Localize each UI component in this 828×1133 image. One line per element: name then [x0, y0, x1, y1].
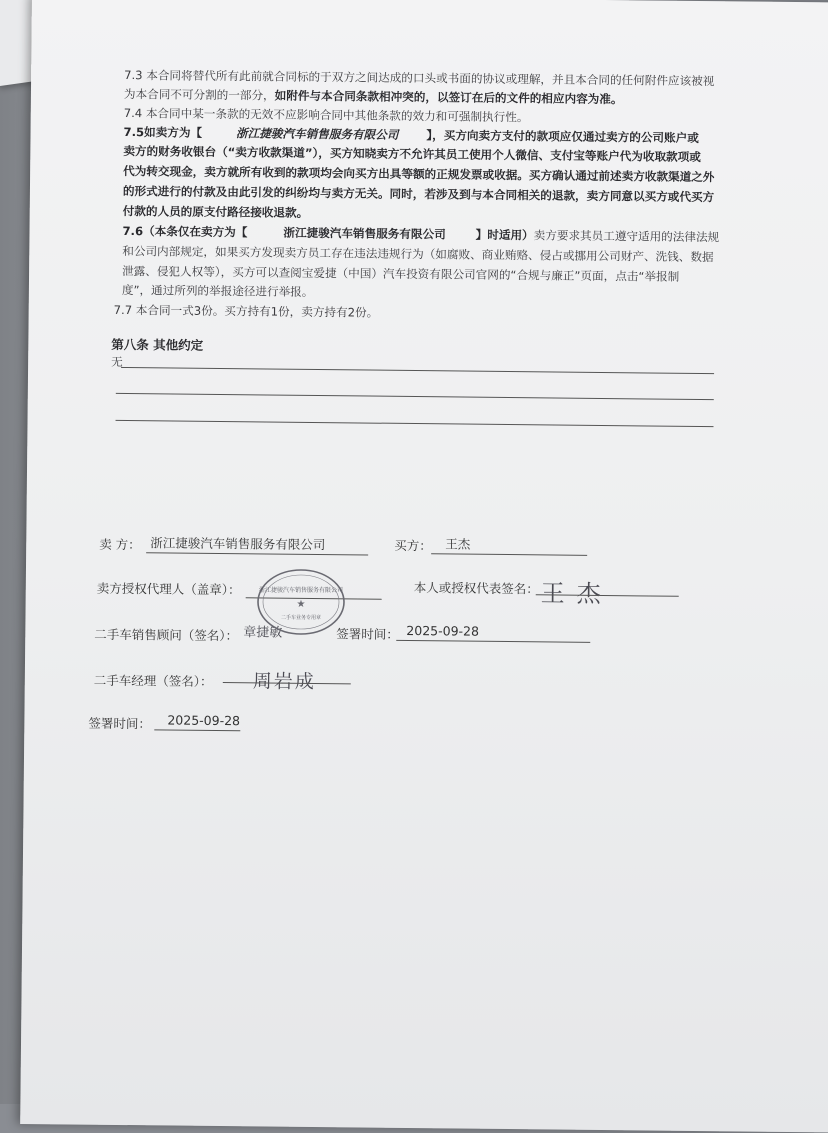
clause-7-7: 7.7 本合同一式3份。买方持有1份，卖方持有2份。 — [113, 302, 379, 320]
seal-star-icon: ★ — [296, 599, 306, 610]
clause-7-6-applies: 】时适用） — [475, 227, 534, 243]
clause-7-5-line2: 卖方的财务收银台（“卖方收款渠道”），买方知晓卖方不允许其员工使用个人微信、支付宝等账户代为收取款项或 — [123, 143, 701, 165]
sign-time-underline — [396, 640, 590, 643]
sign-time-value: 2025-09-28 — [406, 622, 480, 639]
seller-agent-label: 卖方授权代理人（盖章）： — [96, 580, 241, 598]
clause-7-5-line4: 的形式进行的付款及由此引发的纠纷均与卖方无关。同时，若涉及到与本合同相关的退款，卖方同意以买方或代买方 — [122, 183, 715, 205]
article-8-title: 第八条 其他约定 — [111, 336, 204, 353]
advisor-label: 二手车销售顾问（签名）： — [94, 626, 239, 644]
sign-time2-label: 签署时间： — [88, 715, 151, 732]
advisor-signature: 章捷敏 — [243, 625, 283, 641]
seller-underline — [146, 552, 368, 555]
company-seal-stamp — [255, 567, 347, 637]
sign-time2-value: 2025-09-28 — [167, 712, 241, 729]
seller-label: 卖 方： — [99, 536, 141, 553]
clause-7-5-rest: 】，买方向卖方支付的款项应仅通过卖方的公司账户或 — [426, 128, 699, 145]
seller-name: 浙江捷骏汽车销售服务有限公司 — [150, 535, 326, 553]
manager-signature: 周岩成 — [252, 670, 316, 694]
buyer-underline — [431, 553, 587, 556]
buyer-label: 买方： — [394, 537, 432, 554]
buyer-rep-signature: 王杰 — [540, 579, 613, 609]
contract-page — [20, 0, 828, 1133]
clause-7-6-rest: 卖方要求其员工遵守适用的法律法规 — [533, 228, 720, 245]
clause-7-5-line5: 付款的人员的原支付路径接收退款。 — [122, 203, 309, 220]
clause-7-6-company: 浙江捷骏汽车销售服务有限公司 — [283, 225, 446, 242]
article-8-content: 无 — [111, 354, 123, 369]
blank-line-2 — [116, 393, 714, 400]
sign-time2-underline — [154, 729, 240, 731]
buyer-name: 王杰 — [445, 536, 471, 552]
clause-7-3-bold: 如附件与本合同条款相冲突的，以签订在后的文件的相应内容为准。 — [274, 88, 623, 107]
sign-time-label: 签署时间： — [336, 626, 399, 642]
clause-7-3-line1: 7.3 本合同将替代所有此前就合同标的于双方之间达成的口头或书面的协议或理解，并且本合同的任何附件应该被视 — [124, 67, 715, 89]
manager-label: 二手车经理（签名）： — [93, 672, 213, 689]
clause-7-6-line4: 度”，通过所列的举报途径进行举报。 — [121, 282, 314, 299]
clause-7-6-line3: 泄露、侵犯人权等），买方可以查阅宝爱捷（中国）汽车投资有限公司官网的“合规与廉正”页面，点击“举报制 — [122, 263, 680, 284]
clause-7-6-start: 7.6（本条仅在卖方为【 — [122, 223, 248, 240]
blank-line-1 — [121, 367, 714, 374]
seal-company-text: 浙江捷骏汽车销售服务有限公司 — [258, 587, 344, 594]
blank-line-3 — [116, 420, 714, 427]
clause-7-6-line2: 和公司内部规定，如果买方发现卖方员工存在违法违规行为（如腐败、商业贿赂、侵占或挪用公司财产、洗钱、数据 — [122, 243, 714, 265]
clause-7-5-company: 浙江捷骏汽车销售服务有限公司 — [235, 126, 399, 142]
clause-7-4: 7.4 本合同中某一条款的无效不应影响合同中其他条款的效力和可强制执行性。 — [123, 105, 529, 125]
clause-7-3-text: 为本合同不可分割的一部分， — [123, 86, 275, 103]
clause-7-5-start: 7.5如卖方为【 — [123, 124, 203, 140]
clause-7-5-line3: 代为转交现金，卖方就所有收到的款项均会向买方出具等额的正规发票或收据。买方确认通过前述卖方收款渠道之外 — [123, 163, 715, 185]
buyer-rep-label: 本人或授权代表签名： — [413, 580, 539, 597]
seal-sub-text: 二手车业务专用章 — [280, 615, 322, 621]
